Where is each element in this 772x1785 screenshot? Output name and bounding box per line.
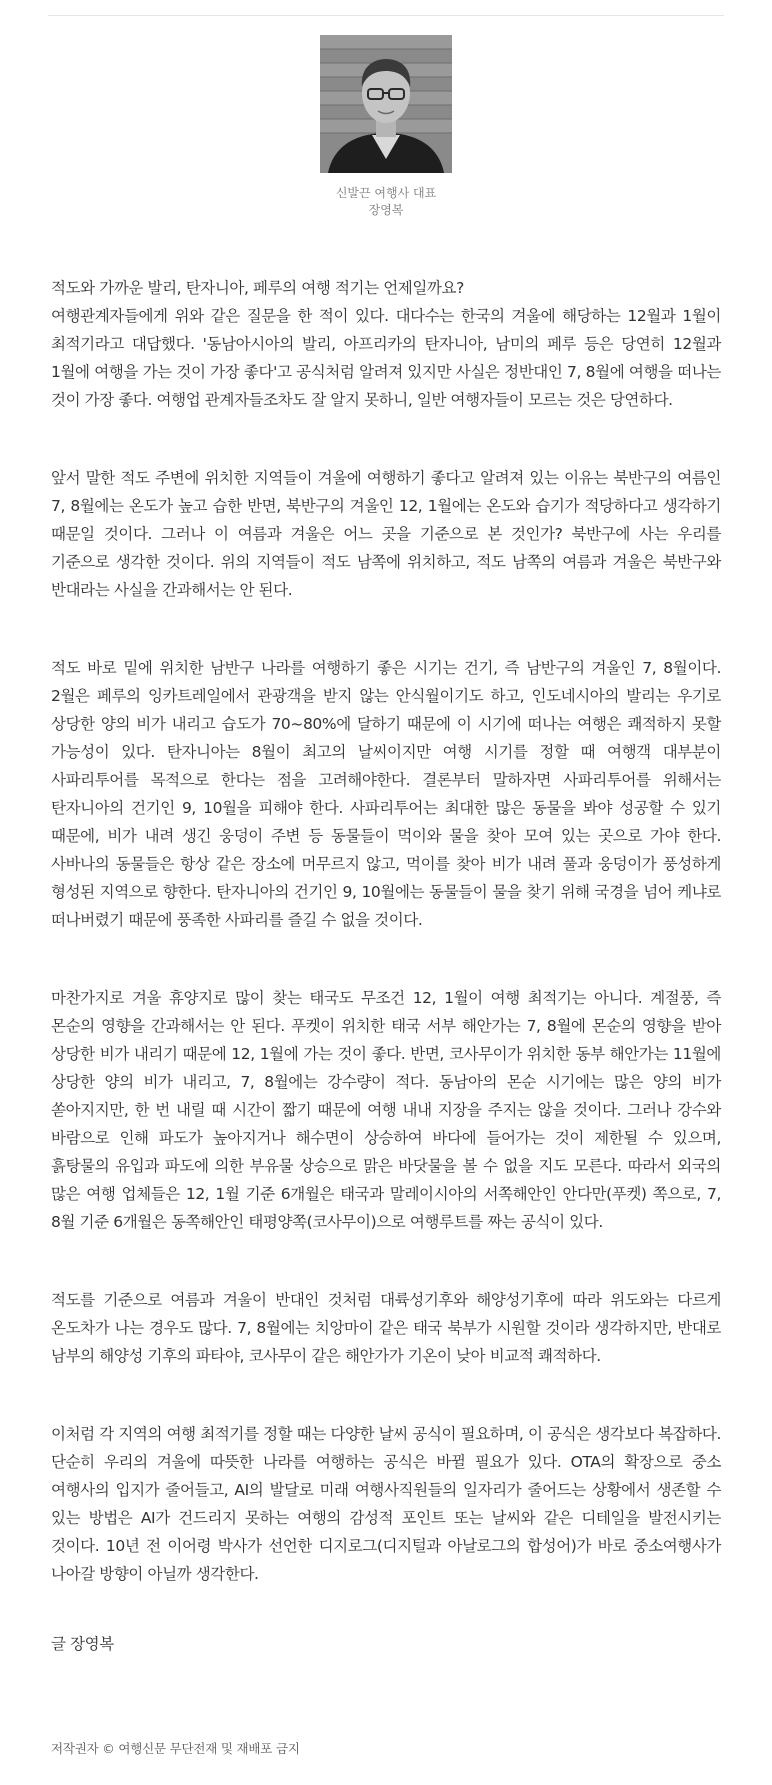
copyright-notice: 저작권자 © 여행신문 무단전재 및 재배포 금지	[51, 1741, 300, 1756]
article-paragraph	[51, 274, 721, 414]
caption-name: 장영복	[368, 203, 404, 217]
article-paragraph: 마찬가지로 겨울 휴양지로 많이 찾는 태국도 무조건 12, 1월이 여행 최적기는 아니다. 계절풍, 즉 몬순의 영향을 간과해서는 안 된다. 푸켓이 위치한 태국 서부 해안가는 7, 8월에 몬순의 영향을 받아 상당한 비가 내리기 때문에 12, 1월에 가는 것이 좋다. 반면, 코사무이가 위치한 동부 해안가는 11월에 상당한 양의 비가 내리고, 7, 8월에는 강수량이 적다. 동남아의 몬순 시기에는 많은 양의 비가 쏟아지지만, 한 번 내릴 때 시간이 짧기 때문에 여행 내내 지장을 주지는 않을 것이다. 그러나 강수와 바람으로 인해 파도가 높아지거나 해수면이 상승하여 바다에 들어가는 것이 제한될 수 있으며, 흙탕물의 유입과 파도에 의한 부유물 상승으로 맑은 바닷물을 볼 수 없을 지도 모른다. 따라서 외국의 많은 여행 업체들은 12, 1월 기준 6개월은 태국과 말레이시아의 서쪽해안인 안다만(푸켓) 쪽으로, 7, 8월 기준 6개월은 동쪽해안인 태평양쪽(코사무이)으로 여행루트를 짜는 공식이 있다.	[51, 989, 721, 1231]
paragraph-text: 여행관계자들에게 위와 같은 질문을 한 적이 있다. 대다수는 한국의 겨울에 해당하는 12월과 1월이 최적기라고 대답했다. '동남아시아의 발리, 아프리카의 탄자니아, 남미의 페루 등은 당연히 12월과 1월에 여행을 가는 것이 가장 좋다'고 공식처럼 알려져 있지만 사실은 정반대인 7, 8월에 여행을 떠나는 것이 가장 좋다. 여행업 관계자들조차도 잘 알지 못하니, 일반 여행자들이 모르는 것은 당연하다.	[51, 307, 721, 409]
article-body	[51, 274, 721, 1658]
article-paragraph: 적도를 기준으로 여름과 겨울이 반대인 것처럼 대륙성기후와 해양성기후에 따라 위도와는 다르게 온도차가 나는 경우도 많다. 7, 8월에는 치앙마이 같은 태국 북부가 시원할 것이라 생각하지만, 반대로 남부의 해양성 기후의 파타야, 코사무이 같은 해안가가 기온이 낮아 비교적 쾌적하다.	[51, 1291, 721, 1365]
article-paragraph: 이처럼 각 지역의 여행 최적기를 정할 때는 다양한 날씨 공식이 필요하며, 이 공식은 생각보다 복잡하다. 단순히 우리의 겨울에 따뜻한 나라를 여행하는 공식은 바뀔 필요가 있다. OTA의 확장으로 중소 여행사의 입지가 줄어들고, AI의 발달로 미래 여행사직원들의 일자리가 줄어드는 상황에서 생존할 수 있는 방법은 AI가 건드리지 못하는 여행의 감성적 포인트 또는 날씨와 같은 디테일을 발전시키는 것이다. 10년 전 이어령 박사가 선언한 디지로그(디지털과 아날로그의 합성어)가 바로 중소여행사가 나아갈 방향이 아닐까 생각한다.	[51, 1425, 721, 1583]
lead-question: 적도와 가까운 발리, 탄자니아, 페루의 여행 적기는 언제일까요?	[51, 279, 464, 297]
author-photo	[320, 35, 452, 173]
article-paragraph: 적도 바로 밑에 위치한 남반구 나라를 여행하기 좋은 시기는 건기, 즉 남반구의 겨울인 7, 8월이다. 2월은 페루의 잉카트레일에서 관광객을 받지 않는 안식월이기도 하고, 인도네시아의 발리는 우기로 상당한 양의 비가 내리고 습도가 70~80%에 달하기 때문에 이 시기에 떠나는 여행은 쾌적하지 못할 가능성이 있다. 탄자니아는 8월이 최고의 날씨이지만 여행 시기를 정할 때 여행객 대부분이 사파리투어를 목적으로 한다는 점을 고려해야한다. 결론부터 말하자면 사파리투어를 위해서는 탄자니아의 건기인 9, 10월을 피해야 한다. 사파리투어는 최대한 많은 동물을 봐야 성공할 수 있기 때문에, 비가 내려 생긴 웅덩이 주변 등 동물들이 먹이와 물을 찾아 모여 있는 곳으로 가야 한다. 사바나의 동물들은 항상 같은 장소에 머무르지 않고, 먹이를 찾아 비가 내려 풀과 웅덩이가 풍성하게 형성된 지역으로 향한다. 탄자니아의 건기인 9, 10월에는 동물들이 물을 찾기 위해 국경을 넘어 케냐로 떠나버렸기 때문에 풍족한 사파리를 즐길 수 없을 것이다.	[51, 659, 721, 929]
caption-title: 신발끈 여행사 대표	[335, 186, 437, 200]
author-figure	[320, 35, 452, 219]
byline: 글 장영복	[51, 1635, 114, 1653]
article-paragraph: 앞서 말한 적도 주변에 위치한 지역들이 겨울에 여행하기 좋다고 알려져 있는 이유는 북반구의 여름인 7, 8월에는 온도가 높고 습한 반면, 북반구의 겨울인 12, 1월에는 온도와 습기가 적당하다고 생각하기 때문일 것이다. 그러나 이 여름과 겨울은 어느 곳을 기준으로 본 것인가? 북반구에 사는 우리를 기준으로 생각한 것이다. 위의 지역들이 적도 남쪽에 위치하고, 적도 남쪽의 여름과 겨울은 북반구와 반대라는 사실을 간과해서는 안 된다.	[51, 469, 721, 599]
top-divider	[48, 15, 724, 16]
